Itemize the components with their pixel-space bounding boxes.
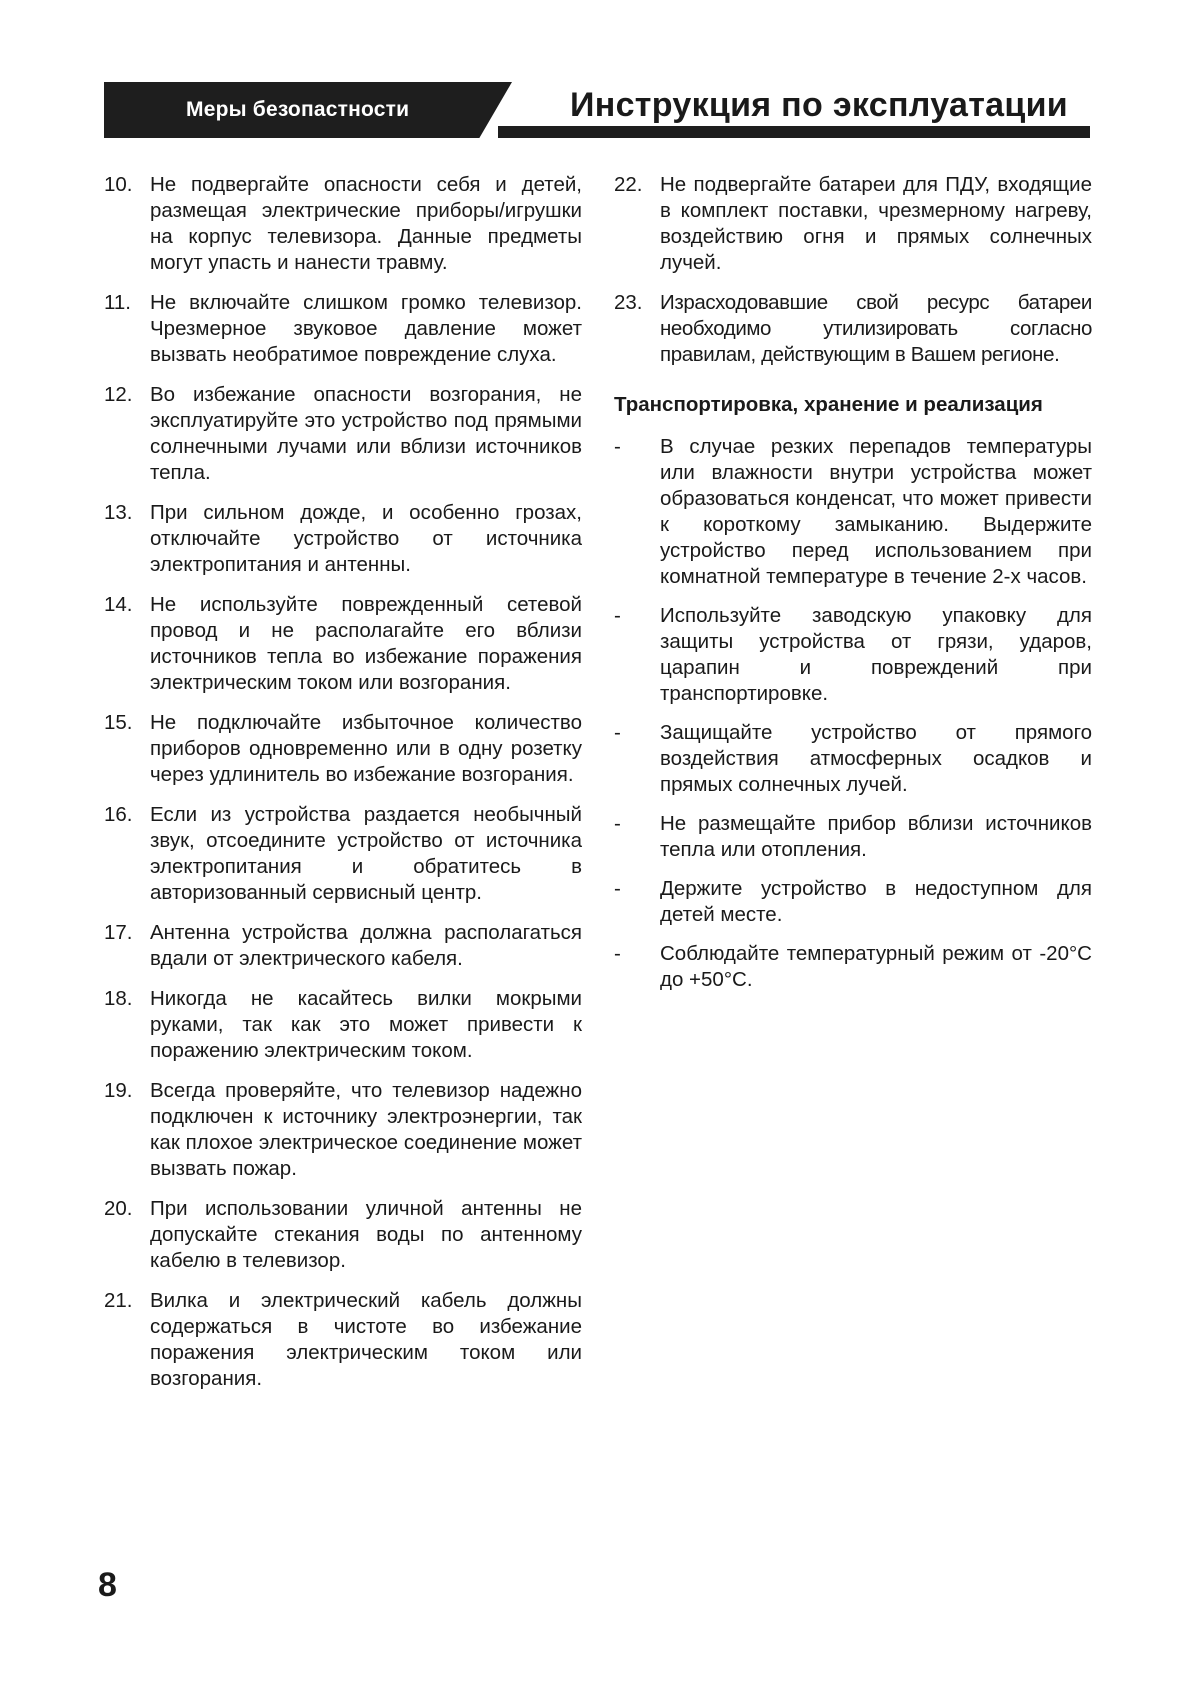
bullet-dash: - — [614, 435, 621, 458]
list-item — [104, 710, 582, 788]
list-item — [104, 986, 582, 1064]
list-item — [104, 920, 582, 972]
item-text: Никогда не касайтесь вилки мокрыми руками, так как это может привести к поражению электрическим током. — [150, 987, 582, 1062]
item-text: Не подвергайте опасности себя и детей, размещая электрические приборы/игрушки на корпус телевизора. Данные предметы могут упасть и нанести травму. — [150, 173, 582, 274]
list-item — [104, 500, 582, 578]
item-text: Не подвергайте батареи для ПДУ, входящие в комплект поставки, чрезмерному нагреву, воздействию огня и прямых солнечных лучей. — [660, 173, 1092, 274]
list-item — [104, 172, 582, 276]
item-text: При сильном дожде, и особенно грозах, отключайте устройство от источника электропитания и антенны. — [150, 501, 582, 576]
item-number: 18. — [104, 987, 133, 1010]
bullet-dash: - — [614, 877, 621, 900]
item-number: 22. — [614, 173, 643, 196]
list-item — [104, 592, 582, 696]
page-header — [104, 82, 1090, 138]
item-text: Не включайте слишком громко телевизор. Чрезмерное звуковое давление может вызвать необратимое повреждение слуха. — [150, 291, 582, 366]
item-number: 13. — [104, 501, 133, 524]
item-number: 16. — [104, 803, 133, 826]
list-item — [104, 290, 582, 368]
list-item — [104, 802, 582, 906]
list-item — [614, 172, 1092, 276]
bullet-item — [614, 720, 1092, 798]
right-column — [614, 172, 1092, 1006]
item-text: Не подключайте избыточное количество приборов одновременно или в одну розетку через удлинитель во избежание возгорания. — [150, 711, 582, 786]
list-item — [104, 382, 582, 486]
item-text: Антенна устройства должна располагаться вдали от электрического кабеля. — [150, 921, 582, 970]
bullet-item — [614, 603, 1092, 707]
bullet-item — [614, 876, 1092, 928]
page-number: 8 — [98, 1566, 117, 1604]
item-text: Вилка и электрический кабель должны содержаться в чистоте во избежание поражения электрическим током или возгорания. — [150, 1289, 582, 1390]
bullet-item — [614, 811, 1092, 863]
section-tab-label: Меры безопастности — [186, 98, 410, 121]
item-text: Израсходовавшие свой ресурс батареи необходимо утилизировать согласно правилам, действующим в Вашем регионе. — [660, 291, 1092, 366]
bullet-text: Держите устройство в недоступном для детей месте. — [660, 877, 1092, 926]
item-text: Всегда проверяйте, что телевизор надежно подключен к источнику электроэнергии, так как плохое электрическое соединение может вызвать пожар. — [150, 1079, 582, 1180]
bullet-dash: - — [614, 812, 621, 835]
bullet-text: Соблюдайте температурный режим от -20°C до +50°C. — [660, 942, 1092, 991]
bullet-item — [614, 941, 1092, 993]
left-column — [104, 172, 582, 1406]
bullet-text: Не размещайте прибор вблизи источников тепла или отопления. — [660, 812, 1092, 861]
item-text: Если из устройства раздается необычный звук, отсоедините устройство от источника электропитания и обратитесь в авторизованный сервисный центр. — [150, 803, 582, 904]
item-number: 23. — [614, 291, 643, 314]
bullet-dash: - — [614, 604, 621, 627]
item-number: 21. — [104, 1289, 133, 1312]
list-item — [104, 1078, 582, 1182]
item-number: 15. — [104, 711, 133, 734]
page-title: Инструкция по эксплуатации — [570, 86, 1068, 124]
list-item — [104, 1288, 582, 1392]
bullet-text: Защищайте устройство от прямого воздействия атмосферных осадков и прямых солнечных лучей. — [660, 721, 1092, 796]
bullet-item — [614, 434, 1092, 590]
item-text: При использовании уличной антенны не допускайте стекания воды по антенному кабелю в телевизор. — [150, 1197, 582, 1272]
item-number: 17. — [104, 921, 133, 944]
bullet-dash: - — [614, 942, 621, 965]
item-number: 12. — [104, 383, 133, 406]
item-text: Во избежание опасности возгорания, не эксплуатируйте это устройство под прямыми солнечными лучами или вблизи источников тепла. — [150, 383, 582, 484]
list-item — [614, 290, 1092, 368]
section-heading: Транспортировка, хранение и реализация — [614, 393, 1043, 416]
bullet-dash: - — [614, 721, 621, 744]
item-number: 20. — [104, 1197, 133, 1220]
item-number: 19. — [104, 1079, 133, 1102]
bullet-text: В случае резких перепадов температуры или влажности внутри устройства может образоваться конденсат, что может привести к короткому замыканию. Выдержите устройство перед использованием при комнатной температуре в течение 2-х часов. — [660, 435, 1092, 588]
item-number: 14. — [104, 593, 133, 616]
bullet-text: Используйте заводскую упаковку для защиты устройства от грязи, ударов, царапин и повреждений при транспортировке. — [660, 604, 1092, 705]
item-text: Не используйте поврежденный сетевой провод и не располагайте его вблизи источников тепла во избежание поражения электрическим током или возгорания. — [150, 593, 582, 694]
item-number: 10. — [104, 173, 133, 196]
list-item — [104, 1196, 582, 1274]
item-number: 11. — [104, 291, 131, 314]
